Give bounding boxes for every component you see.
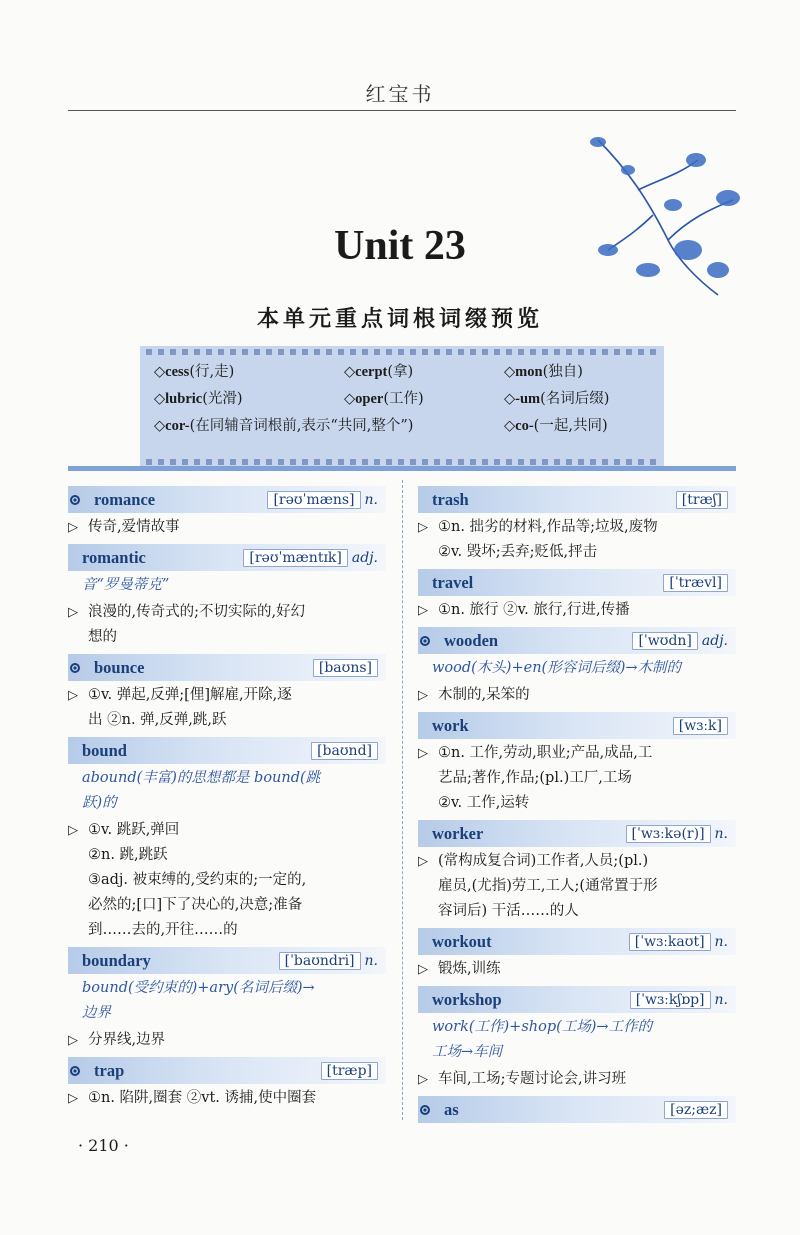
- word-entry-bound: [68, 737, 386, 764]
- unit-title: Unit 23: [334, 223, 466, 269]
- definition: ▷ ①n. 陷阱,圈套 ②vt. 诱捕,使中圈套: [68, 1086, 386, 1111]
- triangle-icon: ▷: [68, 520, 78, 535]
- headword: bounce: [94, 657, 145, 677]
- phonetic: [ˈtrævl]: [663, 574, 728, 592]
- book-title: 红宝书: [365, 82, 435, 106]
- triangle-icon: ▷: [68, 1033, 78, 1048]
- phonetic: [baʊnd]: [311, 742, 378, 760]
- headword: travel: [432, 572, 474, 592]
- headword: wooden: [444, 630, 499, 650]
- diamond-icon: ◇: [154, 391, 166, 407]
- root-item: ◇lubric(光滑): [154, 391, 243, 407]
- phonetic: [træʃ]: [676, 491, 728, 509]
- part-of-speech: n.: [364, 491, 378, 508]
- triangle-icon: ▷: [418, 520, 428, 535]
- word-entry-romantic: [68, 544, 386, 571]
- definition: ▷ 传奇,爱情故事: [68, 515, 386, 540]
- headword: romantic: [82, 547, 146, 567]
- word-entry-wooden: [418, 627, 736, 654]
- root-item: ◇oper(工作): [344, 391, 424, 407]
- left-column: [68, 484, 386, 1115]
- triangle-icon: ▷: [418, 746, 428, 761]
- triangle-icon: ▷: [68, 688, 78, 703]
- diamond-icon: ◇: [504, 391, 516, 407]
- triangle-icon: ▷: [68, 823, 78, 838]
- filled-circle-icon: [70, 663, 80, 673]
- diamond-icon: ◇: [344, 391, 356, 407]
- triangle-icon: ▷: [418, 854, 428, 869]
- root-item: ◇co-(一起,共同): [504, 418, 608, 434]
- filled-circle-icon: [70, 495, 80, 505]
- column-divider: [402, 480, 403, 1120]
- phonetic: [ˈwɜːkaʊt]: [629, 933, 711, 951]
- word-entry-as: [418, 1096, 736, 1123]
- triangle-icon: ▷: [418, 962, 428, 977]
- definition: ▷ 浪漫的,传奇式的;不切实际的,好幻 想的: [68, 600, 386, 650]
- filled-circle-icon: [70, 1066, 80, 1076]
- diamond-icon: ◇: [504, 418, 516, 434]
- word-entry-bounce: [68, 654, 386, 681]
- phonetic: [ˈbaʊndri]: [279, 952, 361, 970]
- diamond-icon: ◇: [154, 364, 166, 380]
- section-rule: [68, 466, 736, 471]
- diamond-icon: ◇: [344, 364, 356, 380]
- phonetic: [əz;æz]: [664, 1101, 728, 1119]
- definition: ▷ 木制的,呆笨的: [418, 683, 736, 708]
- headword: work: [432, 715, 469, 735]
- phonetic: [rəʊˈmæns]: [267, 491, 360, 509]
- phonetic: [ˈwɜːkə(r)]: [626, 825, 711, 843]
- triangle-icon: ▷: [68, 1091, 78, 1106]
- definition: ▷ ①n. 旅行 ②v. 旅行,行进,传播: [418, 598, 736, 623]
- definition: ▷ ①n. 工作,劳动,职业;产品,成品,工 艺品;著作,作品;(pl.)工厂,工场 ②v. 工作,运转: [418, 741, 736, 816]
- definition: ▷ 锻炼,训练: [418, 957, 736, 982]
- preview-title: 本单元重点词根词缀预览: [256, 306, 543, 332]
- flower-illustration: [568, 130, 748, 300]
- mnemonic: bound(受约束的)+ary(名词后缀)→ 边界: [82, 980, 315, 1021]
- triangle-icon: ▷: [418, 1072, 428, 1087]
- word-entry-travel: [418, 569, 736, 596]
- right-column: [418, 484, 736, 1123]
- word-entry-boundary: [68, 947, 386, 974]
- part-of-speech: adj.: [351, 549, 378, 566]
- word-entry-trap: [68, 1057, 386, 1084]
- headword: bound: [82, 740, 127, 760]
- word-entry-workshop: [418, 986, 736, 1013]
- headword: trap: [94, 1060, 125, 1080]
- headword: workout: [432, 931, 492, 951]
- definition: ▷ ①n. 拙劣的材料,作品等;垃圾,废物 ②v. 毁坏;丢弃;贬低,抨击: [418, 515, 736, 565]
- headword: boundary: [82, 950, 151, 970]
- mnemonic: wood(木头)+en(形容词后缀)→木制的: [432, 660, 681, 676]
- headword: trash: [432, 489, 469, 509]
- word-entry-worker: [418, 820, 736, 847]
- part-of-speech: n.: [364, 952, 378, 969]
- headword: workshop: [432, 989, 502, 1009]
- part-of-speech: n.: [714, 825, 728, 842]
- word-entry-trash: [418, 486, 736, 513]
- root-item: ◇cor-(在同辅音词根前,表示“共同,整个”): [154, 418, 414, 434]
- root-item: ◇cerpt(拿): [344, 364, 414, 380]
- filled-circle-icon: [420, 1105, 430, 1115]
- mnemonic: 音“罗曼蒂克”: [82, 577, 170, 593]
- diamond-icon: ◇: [154, 418, 166, 434]
- header-rule: [68, 110, 736, 111]
- root-preview-box: [140, 346, 664, 468]
- root-item: ◇mon(独自): [504, 364, 583, 380]
- triangle-icon: ▷: [68, 605, 78, 620]
- headword: worker: [432, 823, 484, 843]
- part-of-speech: n.: [714, 991, 728, 1008]
- triangle-icon: ▷: [418, 603, 428, 618]
- headword: romance: [94, 489, 156, 509]
- phonetic: [rəʊˈmæntɪk]: [243, 549, 347, 567]
- part-of-speech: adj.: [701, 632, 728, 649]
- word-entry-workout: [418, 928, 736, 955]
- part-of-speech: n.: [714, 933, 728, 950]
- definition: ▷ 车间,工场;专题讨论会,讲习班: [418, 1067, 736, 1092]
- filled-circle-icon: [420, 636, 430, 646]
- word-entry-romance: [68, 486, 386, 513]
- phonetic: [ˈwʊdn]: [632, 632, 697, 650]
- root-item: ◇cess(行,走): [154, 364, 235, 380]
- word-entry-work: [418, 712, 736, 739]
- headword: as: [444, 1099, 459, 1119]
- definition: ▷ ①v. 跳跃,弹回 ②n. 跳,跳跃 ③adj. 被束缚的,受约束的;一定的, 必然的;[口]下了决心的,决意;准备 到……去的,开往……的: [68, 818, 386, 943]
- phonetic: [ˈwɜːkʃɒp]: [630, 991, 711, 1009]
- phonetic: [træp]: [321, 1062, 378, 1080]
- phonetic: [baʊns]: [313, 659, 378, 677]
- definition: ▷ (常构成复合词)工作者,人员;(pl.) 雇员,(尤指)劳工,工人;(通常置于形 容词后) 干活……的人: [418, 849, 736, 924]
- root-item: ◇-um(名词后缀): [504, 391, 610, 407]
- phonetic: [wɜːk]: [673, 717, 728, 735]
- definition: ▷ ①v. 弹起,反弹;[俚]解雇,开除,逐 出 ②n. 弹,反弹,跳,跃: [68, 683, 386, 733]
- triangle-icon: ▷: [418, 688, 428, 703]
- diamond-icon: ◇: [504, 364, 516, 380]
- definition: ▷ 分界线,边界: [68, 1028, 386, 1053]
- page-number: · 210 ·: [78, 1136, 129, 1155]
- mnemonic: work(工作)+shop(工场)→工作的 工场→车间: [432, 1019, 653, 1060]
- mnemonic: abound(丰富)的思想都是 bound(跳 跃)的: [82, 770, 321, 811]
